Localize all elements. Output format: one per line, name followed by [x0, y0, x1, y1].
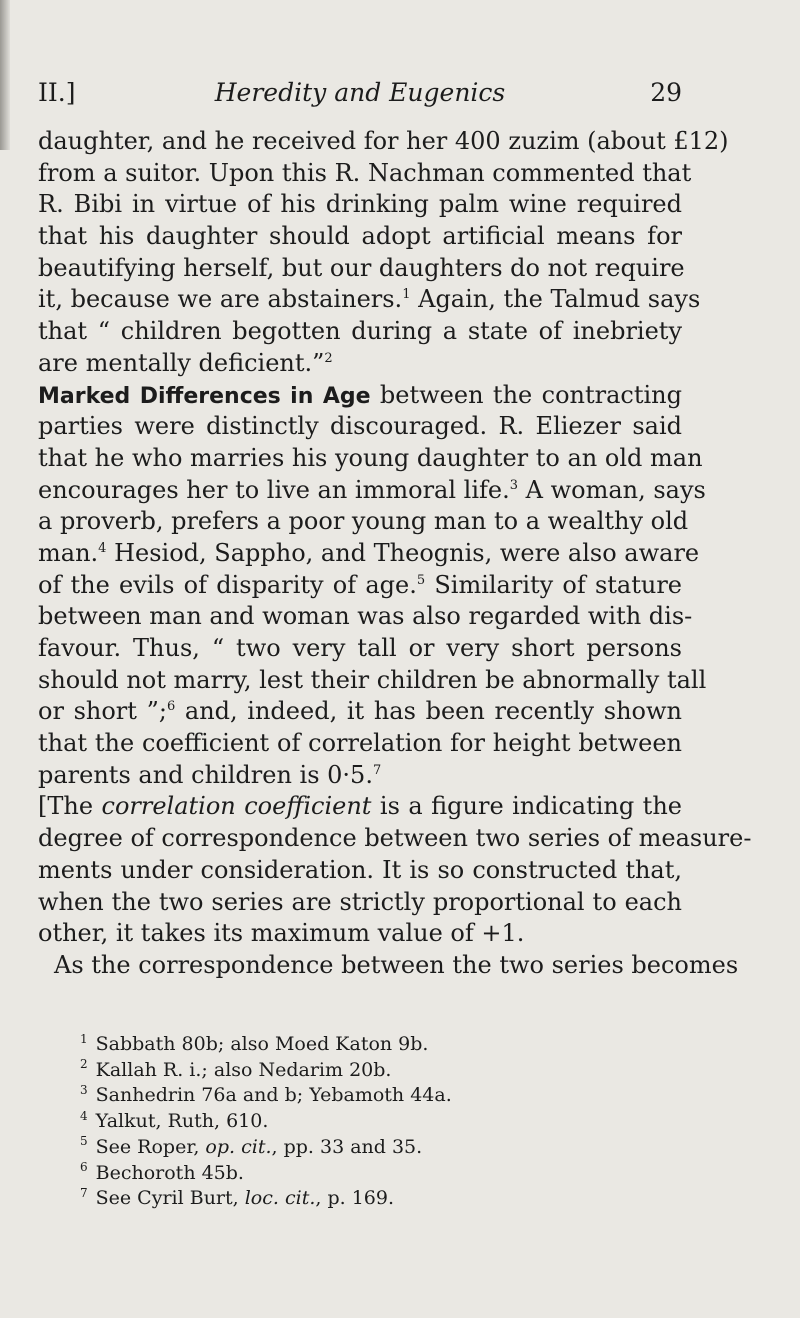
footnotes — [80, 1032, 680, 1212]
footnote-ref: 4 — [98, 540, 107, 556]
text-line: As the correspondence between the two series becomes — [54, 950, 739, 979]
running-header — [38, 78, 682, 118]
text-line: that he who marries his young daughter to an old man — [38, 443, 703, 472]
text-line: [The correlation coefficient is a figure indicating the — [38, 792, 682, 821]
text-line: parents and children is 0·5.$^7$ — [38, 760, 382, 789]
text-line: ments under consideration. It is so constructed that, — [38, 855, 682, 884]
page-number: 29 — [650, 78, 682, 107]
footnote-ref: 2 — [324, 350, 333, 366]
text-line: or short ”;$^6$ and, indeed, it has been recently shown — [38, 697, 682, 726]
text-line: a proverb, prefers a poor young man to a wealthy old — [38, 507, 689, 536]
text-line: that his daughter should adopt artificial means for — [38, 222, 682, 251]
text-line: from a suitor. Upon this R. Nachman commented that — [38, 158, 692, 187]
text-line: that “ children begotten during a state of inebriety — [38, 317, 682, 346]
footnote-ref: 3 — [509, 477, 518, 493]
footnote: $^3$ Sanhedrin 76a and b; Yebamoth 44a. — [80, 1083, 452, 1107]
footnote-ref: 6 — [166, 699, 176, 715]
spine-shadow — [0, 0, 10, 150]
emphasized-term: correlation coefficient — [101, 792, 372, 821]
text-line: when the two series are strictly proportional to each — [38, 887, 682, 916]
text-line: degree of correspondence between two series of measure- — [38, 824, 752, 853]
footnote: $^5$ See Roper, op. cit., pp. 33 and 35. — [80, 1134, 423, 1158]
footnote-ref: 1 — [402, 287, 411, 303]
footnote: $^2$ Kallah R. i.; also Nedarim 20b. — [80, 1057, 392, 1081]
text-line: favour. Thus, “ two very tall or very short persons — [38, 634, 682, 662]
text-line: it, because we are abstainers.$^1$ Again, the Talmud says — [38, 285, 701, 314]
footnote-ref: 5 — [416, 572, 426, 588]
footnote-ref: 7 — [372, 762, 382, 778]
text-line: beautifying herself, but our daughters do not require — [38, 253, 685, 282]
text-line: of the evils of disparity of age.$^5$ Similarity of stature — [38, 570, 683, 599]
text-line: R. Bibi in virtue of his drinking palm wine required — [38, 190, 682, 219]
text-line: are mentally deficient.”$^2$ — [38, 348, 333, 377]
text-line: that the coefficient of correlation for height between — [38, 729, 682, 758]
text-line: man.$^4$ Hesiod, Sappho, and Theognis, were also aware — [38, 538, 700, 567]
chapter-marker: II.] — [38, 78, 76, 107]
body-text — [38, 126, 752, 982]
running-title: Heredity and Eugenics — [214, 78, 506, 107]
footnote: $^1$ Sabbath 80b; also Moed Katon 9b. — [80, 1031, 429, 1055]
text-line: Marked Differences in Age between the contracting — [38, 380, 682, 409]
footnote: $^7$ See Cyril Burt, loc. cit., p. 169. — [80, 1185, 395, 1210]
text-line: other, it takes its maximum value of +1. — [38, 919, 525, 948]
text-line: encourages her to live an immoral life.$^3$ A woman, says — [38, 475, 706, 504]
text-line: parties were distinctly discouraged. R. Eliezer said — [38, 412, 682, 441]
footnote: $^6$ Bechoroth 45b. — [80, 1160, 244, 1184]
footnote: $^4$ Yalkut, Ruth, 610. — [80, 1108, 269, 1133]
text-line: between man and woman was also regarded with dis- — [38, 602, 693, 631]
text-line: daughter, and he received for her 400 zuzim (about £12) — [38, 127, 729, 155]
section-heading: Marked Differences in Age — [38, 383, 371, 409]
text-line: should not marry, lest their children be abnormally tall — [38, 665, 707, 694]
